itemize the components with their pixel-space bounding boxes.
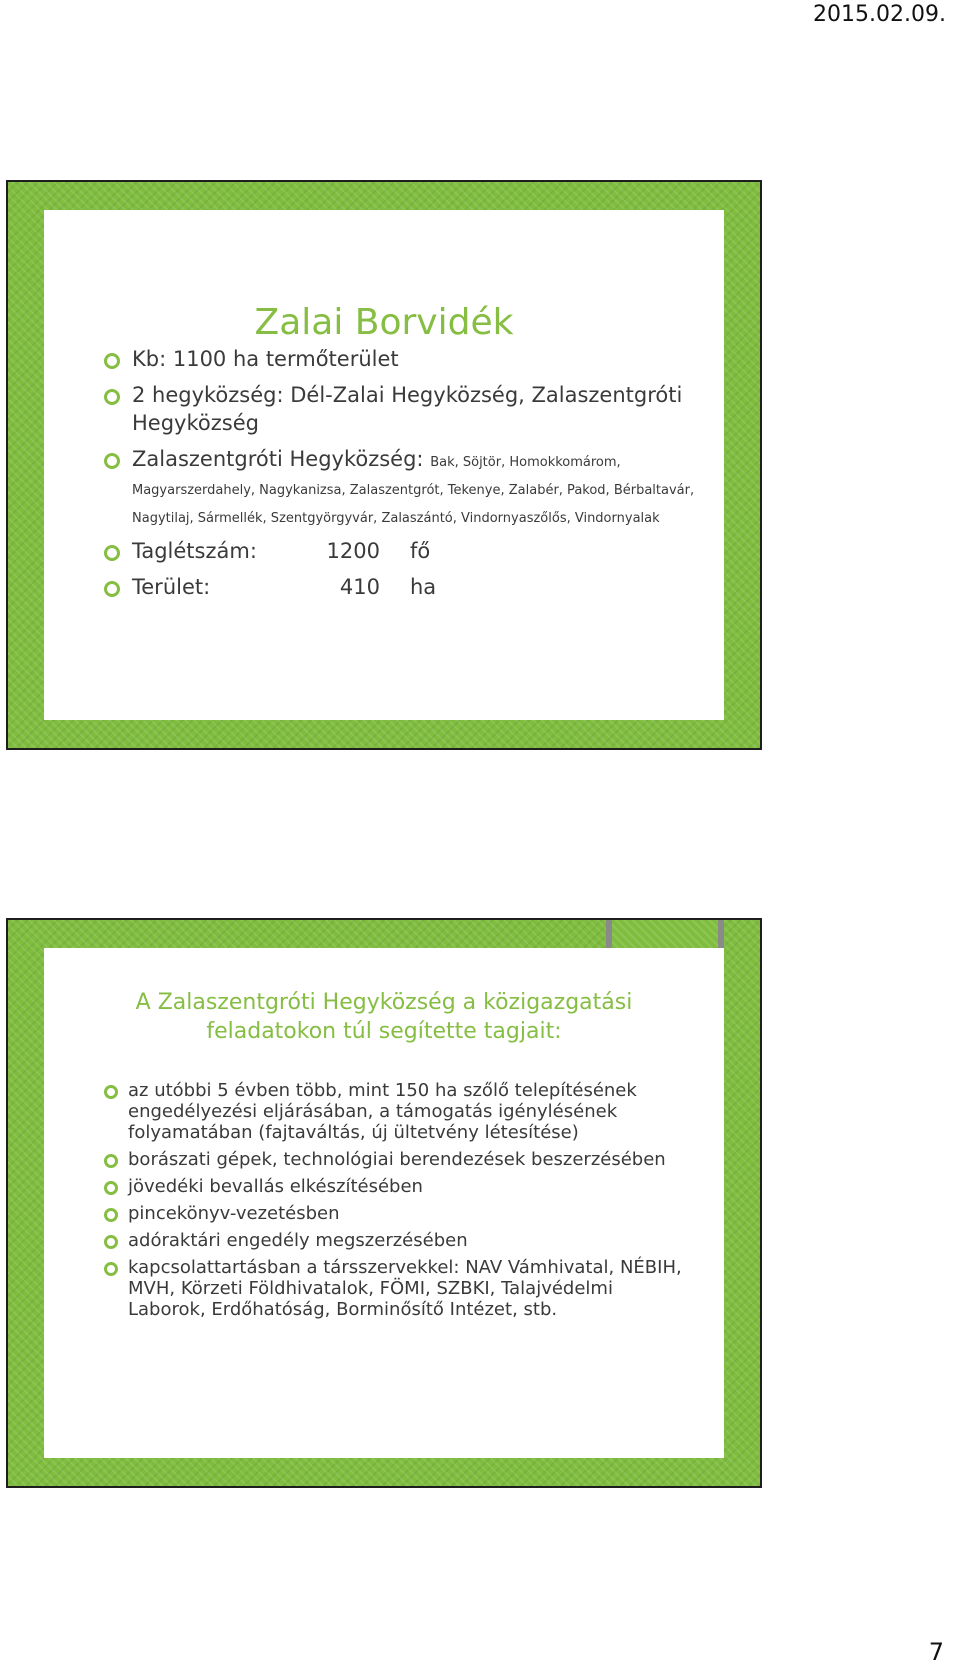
list-item-text: adóraktári engedély megszerzésében xyxy=(128,1230,468,1251)
list-item xyxy=(104,1230,694,1251)
list-item xyxy=(104,1203,694,1224)
bullet-icon xyxy=(104,581,120,597)
list-item-text: borászati gépek, technológiai berendezések beszerzésében xyxy=(128,1149,666,1170)
list-item xyxy=(104,345,704,373)
bullet-icon xyxy=(104,1208,118,1222)
bullet-icon xyxy=(104,1181,118,1195)
list-item-text: 2 hegyközség: Dél-Zalai Hegyközség, Zalaszentgróti Hegyközség xyxy=(132,383,683,435)
slide-title: Zalai Borvidék xyxy=(254,302,514,343)
bullet-icon xyxy=(104,353,120,369)
slide-content-panel xyxy=(44,948,724,1458)
slide-title: A Zalaszentgróti Hegyközség a közigazgatási feladatokon túl segítette tagjait: xyxy=(135,990,633,1044)
list-item xyxy=(104,1080,694,1143)
slide-content-panel xyxy=(44,210,724,720)
bullet-icon xyxy=(104,1262,118,1276)
list-item-text: az utóbbi 5 évben több, mint 150 ha szőlő telepítésének engedélyezési eljárásában, a támogatás igénylésének folyamatában (fajtaváltás, új ültetvény létesítése) xyxy=(128,1080,637,1143)
list-item-members xyxy=(104,445,704,529)
stat-label: Terület: xyxy=(132,575,211,599)
list-item xyxy=(104,1176,694,1197)
bullet-icon xyxy=(104,1235,118,1249)
bullet-list xyxy=(104,1080,694,1326)
bullet-icon xyxy=(104,545,120,561)
stat-label: Taglétszám: xyxy=(132,539,257,563)
slide-hegykozseg-services xyxy=(6,918,762,1488)
list-item-text: jövedéki bevallás elkészítésében xyxy=(128,1176,423,1197)
stat-item xyxy=(104,537,704,565)
bullet-icon xyxy=(104,1154,118,1168)
bullet-icon xyxy=(104,1085,118,1099)
list-item-text: pincekönyv-vezetésben xyxy=(128,1203,340,1224)
list-item xyxy=(104,1149,694,1170)
list-item xyxy=(104,381,704,437)
stat-unit: fő xyxy=(410,539,431,563)
bullet-list xyxy=(104,345,704,609)
members-lead: Zalaszentgróti Hegyközség: xyxy=(132,447,424,471)
stat-row xyxy=(132,537,704,565)
page-date: 2015.02.09. xyxy=(813,2,946,27)
bullet-icon xyxy=(104,389,120,405)
stat-unit: ha xyxy=(410,575,437,599)
list-item-text: Kb: 1100 ha termőterület xyxy=(132,347,399,371)
list-item xyxy=(104,1257,694,1320)
stat-item xyxy=(104,573,704,601)
list-item-text: kapcsolattartásban a társszervekkel: NAV Vámhivatal, NÉBIH, MVH, Körzeti Földhivatalok, FÖMI, SZBKI, Talajvédelmi Laborok, Erdőhatóság, Borminősítő Intézet, stb. xyxy=(128,1257,682,1320)
page-number: 7 xyxy=(928,1638,944,1666)
bullet-icon xyxy=(104,453,120,469)
stat-value: 1200 xyxy=(326,539,380,563)
slide-zalai-borvidek xyxy=(6,180,762,750)
stat-value: 410 xyxy=(339,575,380,599)
stat-row xyxy=(132,573,704,601)
members-detail: Bak, Söjtör, Homokkomárom, Magyarszerdahely, Nagykanizsa, Zalaszentgrót, Tekenye, Zalabér, Pakod, Bérbaltavár, Nagytilaj, Sármellék, Szentgyörgyvár, Zalaszántó, Vindornyaszőlős, Vindornyalak xyxy=(132,455,695,526)
